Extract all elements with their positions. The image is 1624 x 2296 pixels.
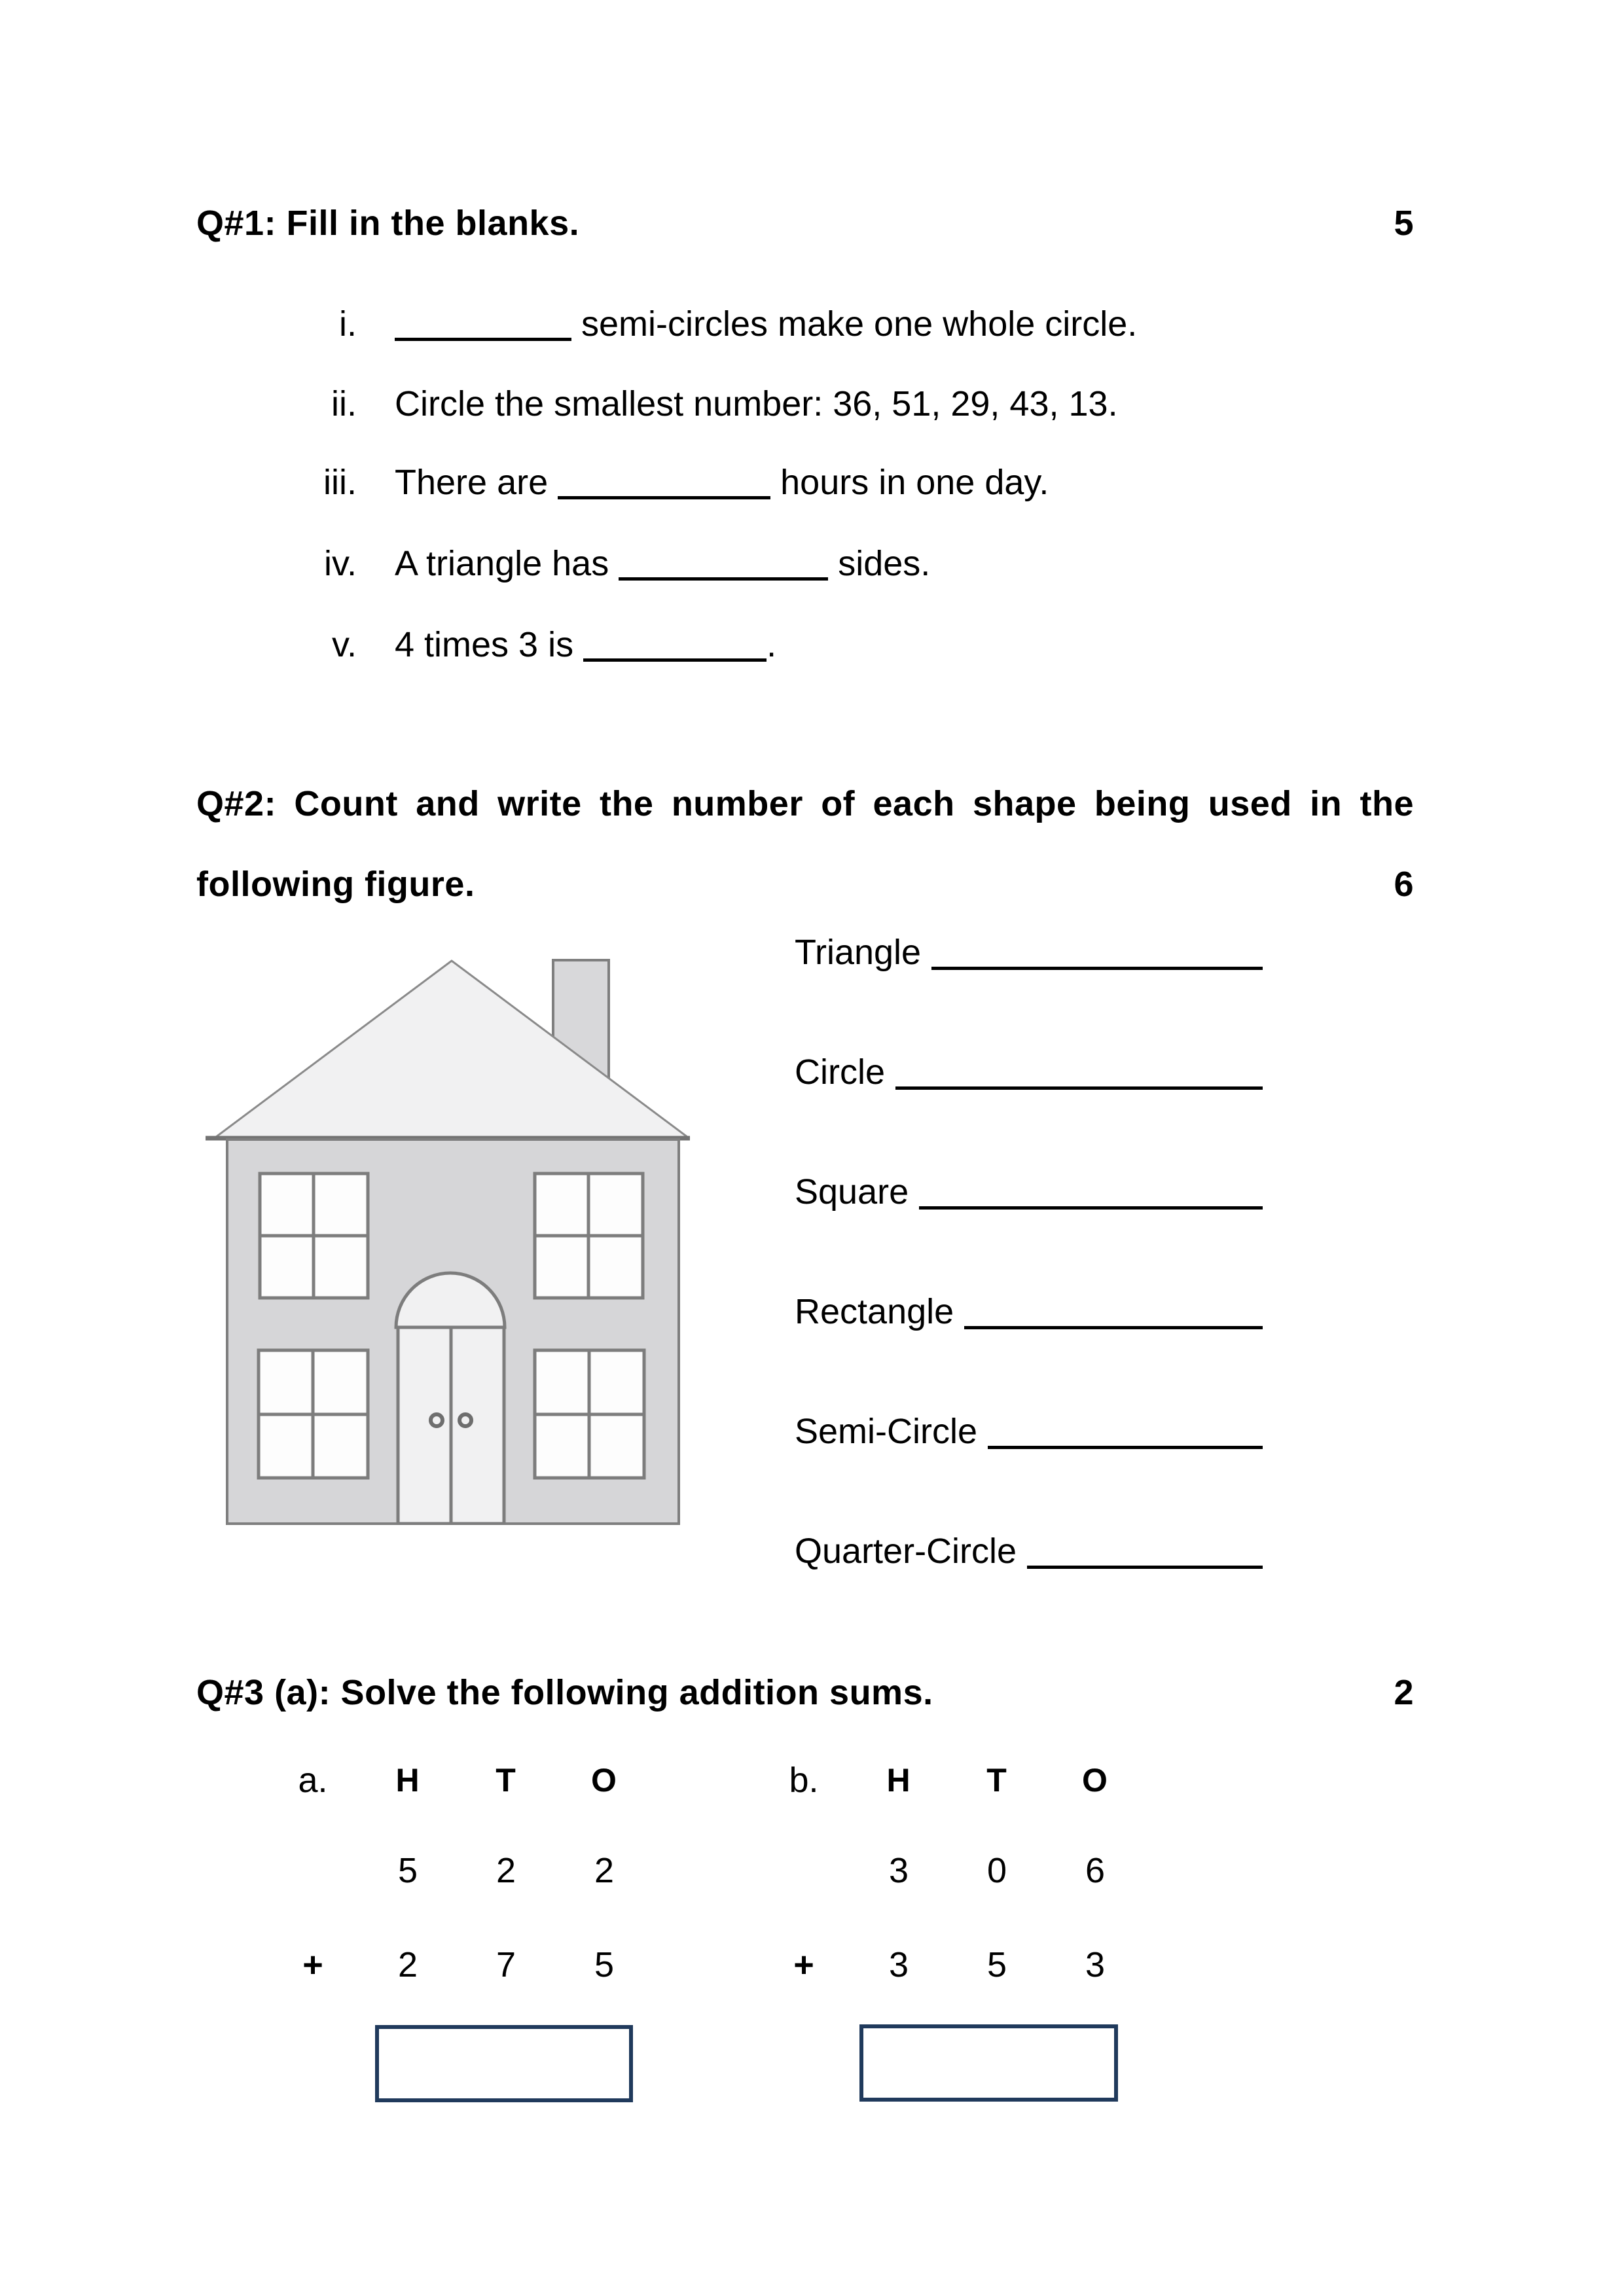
shape-count-row-square xyxy=(795,1169,1263,1215)
house-figure xyxy=(196,936,694,1525)
answer-blank[interactable] xyxy=(395,331,571,341)
answer-box-b[interactable] xyxy=(859,2024,1118,2102)
place-header-hundreds: H xyxy=(886,1762,911,1799)
q1-item-ii xyxy=(196,381,1118,427)
shape-label: Circle xyxy=(795,1052,886,1092)
place-header-tens: T xyxy=(496,1762,516,1799)
answer-blank[interactable] xyxy=(619,571,828,581)
q2-marks: 6 xyxy=(1394,865,1414,904)
digit: 5 xyxy=(397,1851,418,1890)
digit: 6 xyxy=(1085,1851,1106,1890)
q3-heading xyxy=(196,1670,1414,1715)
item-numeral: v. xyxy=(332,625,357,664)
shape-count-row-circle xyxy=(795,1049,1263,1095)
shape-label: Rectangle xyxy=(795,1292,954,1331)
digit: 3 xyxy=(888,1851,909,1890)
digit: 5 xyxy=(986,1945,1007,1984)
plus-sign: + xyxy=(793,1945,814,1984)
item-text: semi-circles make one whole circle. xyxy=(395,301,1137,347)
place-header-hundreds: H xyxy=(395,1762,420,1799)
item-numeral: iv. xyxy=(324,544,357,583)
window-upper-left xyxy=(260,1174,368,1298)
digit: 5 xyxy=(594,1945,615,1984)
shape-label: Square xyxy=(795,1172,909,1211)
q1-marks: 5 xyxy=(1394,204,1414,243)
count-blank[interactable] xyxy=(895,1086,1263,1090)
place-header-row xyxy=(758,1757,1146,1803)
answer-blank[interactable] xyxy=(583,652,767,662)
q3-marks: 2 xyxy=(1394,1673,1414,1712)
item-text: 4 times 3 is . xyxy=(395,625,777,664)
addend2-row xyxy=(758,1942,1146,1988)
problem-label: b. xyxy=(789,1761,819,1800)
answer-box-a[interactable] xyxy=(375,2025,633,2102)
addend1-row xyxy=(758,1848,1146,1893)
item-text: Circle the smallest number: 36, 51, 29, 43, 13. xyxy=(395,384,1118,423)
digit: 7 xyxy=(496,1945,516,1984)
q1-title: Q#1: Fill in the blanks. xyxy=(196,204,580,243)
count-blank[interactable] xyxy=(964,1326,1263,1329)
shape-label: Triangle xyxy=(795,933,922,972)
shape-count-row-semi-circle xyxy=(795,1408,1263,1454)
addend1-row xyxy=(267,1848,655,1893)
addend2-row xyxy=(267,1942,655,1988)
digit: 0 xyxy=(986,1851,1007,1890)
q2-title-line2: following figure. xyxy=(196,865,475,904)
q3-title: Q#3 (a): Solve the following addition sums. xyxy=(196,1673,933,1712)
place-header-tens: T xyxy=(986,1762,1007,1799)
shape-label: Semi-Circle xyxy=(795,1412,978,1451)
shape-count-row-quarter-circle xyxy=(795,1528,1263,1574)
problem-label: a. xyxy=(298,1761,328,1800)
roof-triangle xyxy=(216,961,687,1137)
count-blank[interactable] xyxy=(1027,1566,1263,1569)
digit: 2 xyxy=(496,1851,516,1890)
shape-count-row-triangle xyxy=(795,929,1263,975)
place-header-row xyxy=(267,1757,655,1803)
item-numeral: ii. xyxy=(331,384,357,423)
item-numeral: i. xyxy=(339,304,357,344)
q2-heading-line2 xyxy=(196,861,1414,907)
count-blank[interactable] xyxy=(919,1206,1263,1210)
count-blank[interactable] xyxy=(988,1446,1263,1449)
window-lower-left xyxy=(259,1350,368,1478)
q1-item-i xyxy=(196,301,1137,347)
q1-heading xyxy=(196,200,1414,246)
item-text: A triangle has sides. xyxy=(395,544,931,583)
q2-heading-line1: Q#2: Count and write the number of each shape being used in the xyxy=(196,784,1414,823)
shape-label: Quarter-Circle xyxy=(795,1532,1017,1571)
window-lower-right xyxy=(535,1350,644,1478)
place-header-ones: O xyxy=(1082,1762,1108,1799)
item-text: There are hours in one day. xyxy=(395,463,1049,502)
answer-blank[interactable] xyxy=(558,490,770,499)
q1-item-iii xyxy=(196,459,1049,505)
q1-item-iv xyxy=(196,541,930,586)
q1-item-v xyxy=(196,622,776,668)
item-numeral: iii. xyxy=(323,463,357,502)
digit: 2 xyxy=(397,1945,418,1984)
place-header-ones: O xyxy=(591,1762,617,1799)
digit: 3 xyxy=(888,1945,909,1984)
count-blank[interactable] xyxy=(931,967,1263,970)
plus-sign: + xyxy=(302,1945,323,1984)
shape-count-row-rectangle xyxy=(795,1289,1263,1335)
digit: 3 xyxy=(1085,1945,1106,1984)
window-upper-right xyxy=(535,1174,643,1298)
digit: 2 xyxy=(594,1851,615,1890)
